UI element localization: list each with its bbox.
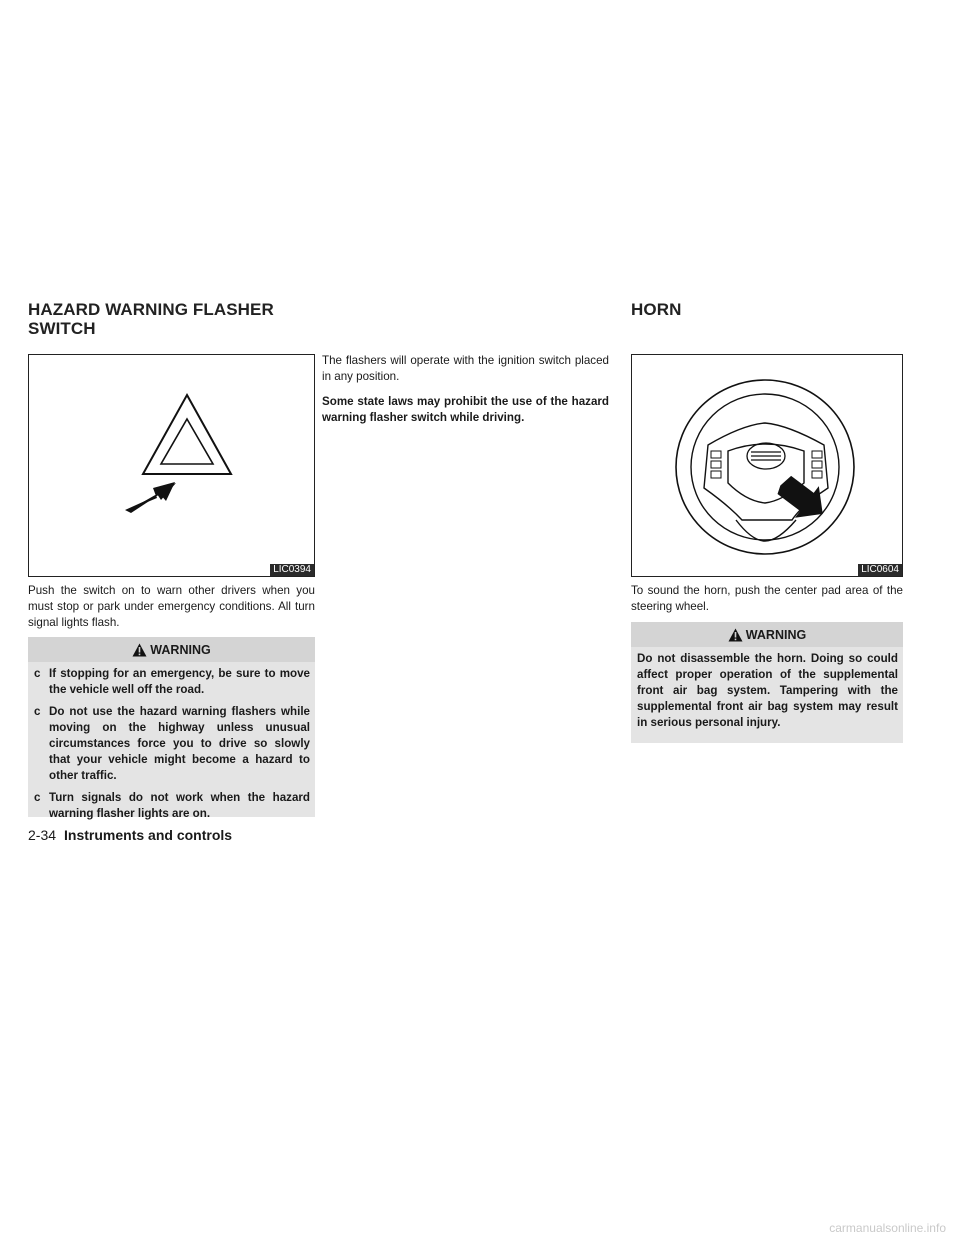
horn-warning-box [631,622,903,743]
figure-steering-wheel [631,354,903,577]
warning-header [28,637,315,662]
warning-item: c Turn signals do not work when the hazard warning flasher lights are on. [34,791,310,820]
warning-item: c Do not use the hazard warning flashers while moving on the highway unless unusual circumstances force you to drive so slowly that your vehicle might become a hazard to other traffic. [34,705,310,782]
warning-title: WARNING [745,627,807,642]
section-heading-horn: HORN [631,300,682,319]
horn-instruction: To sound the horn, push the center pad area of the steering wheel. [631,584,903,613]
figure-code-2: LIC0604 [858,564,902,576]
warning-title: WARNING [150,642,211,657]
horn-warning-text: Do not disassemble the horn. Doing so could affect proper operation of the supplemental front air bag system. Tampering with the supplemental front air bag system may result in serious personal injury. [637,652,898,729]
section-name: Instruments and controls [64,827,233,843]
figure-hazard-switch [28,354,315,577]
warning-header [631,622,903,647]
hazard-instruction: Push the switch on to warn other drivers when you must stop or park under emergency conditions. All turn signal lights flash. [28,584,315,629]
hazard-warning-box [28,637,315,820]
watermark: carmanualsonline.info [829,1221,946,1235]
warning-icon [132,643,147,657]
figure-code-1: LIC0394 [270,564,314,576]
push-arrow-icon [29,355,314,576]
section-heading-hazard: HAZARD WARNING FLASHER SWITCH [28,300,274,338]
warning-icon [728,628,743,642]
page-footer [28,826,232,844]
page-number: 2-34 [28,827,57,843]
horn-arrow-icon [632,355,902,576]
hazard-operation-note: The flashers will operate with the ignition switch placed in any position. [322,354,609,383]
warning-item: c If stopping for an emergency, be sure to move the vehicle well off the road. [34,667,310,696]
state-law-note: Some state laws may prohibit the use of the hazard warning flasher switch while driving. [322,395,609,424]
